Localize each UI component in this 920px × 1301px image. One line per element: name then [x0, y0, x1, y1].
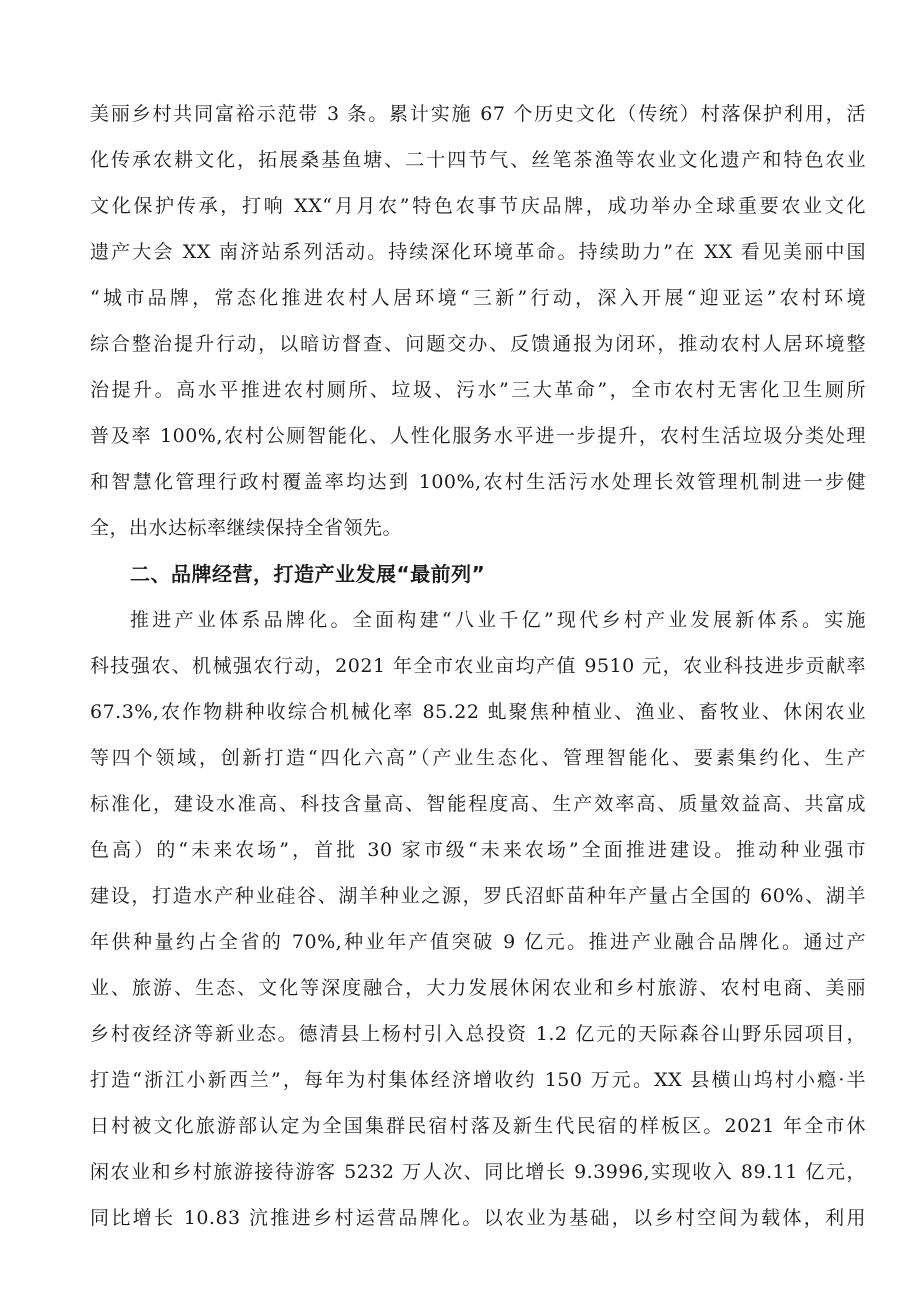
text-line: 综合整治提升行动，以暗访督查、问题交办、反馈通报为闭环，推动农村人居环境整: [90, 333, 866, 355]
text-line: 色高）的“未来农场”，首批 30 家市级“未来农场”全面推进建设。推动种业强市: [90, 839, 866, 861]
text-line: 遗产大会 XX 南济站系列活动。持续深化环境革命。持续助力”在 XX 看见美丽中国: [90, 241, 866, 263]
text-line: 和智慧化管理行政村覆盖率均达到 100%,农村生活污水处理长效管理机制进一步健: [90, 471, 866, 493]
text-line: 年供种量约占全省的 70%,种业年产值突破 9 亿元。推进产业融合品牌化。通过产: [90, 931, 866, 953]
text-line: 闲农业和乡村旅游接待游客 5232 万人次、同比增长 9.3996,实现收入 89.11 亿元，: [90, 1161, 866, 1183]
text-line: 治提升。高水平推进农村厕所、垃圾、污水”三大革命”，全市农村无害化卫生厕所: [90, 379, 866, 401]
text-line: 全，出水达标率继续保持全省领先。: [90, 517, 403, 539]
text-line: 日村被文化旅游部认定为全国集群民宿村落及新生代民宿的样板区。2021 年全市休: [90, 1115, 866, 1137]
text-line: “城市品牌，常态化推进农村人居环境“三新”行动，深入开展“迎亚运”农村环境: [90, 287, 866, 309]
text-line: 打造“浙江小新西兰”，每年为村集体经济增收约 150 万元。XX 县横山坞村小瘾·半: [90, 1069, 866, 1091]
text-line: 美丽乡村共同富裕示范带 3 条。累计实施 67 个历史文化（传统）村落保护利用，活: [90, 103, 866, 125]
text-line: 标准化，建设水准高、科技含量高、智能程度高、生产效率高、质量效益高、共富成: [90, 793, 866, 815]
text-line: 业、旅游、生态、文化等深度融合，大力发展休闲农业和乡村旅游、农村电商、美丽: [90, 977, 866, 999]
text-line: 推进产业体系品牌化。全面构建“八业千亿”现代乡村产业发展新体系。实施: [130, 609, 866, 631]
text-line: 建设，打造水产种业硅谷、湖羊种业之源，罗氏沼虾苗种年产量占全国的 60%、湖羊: [90, 885, 866, 907]
section-heading: 二、品牌经营，打造产业发展“最前列”: [130, 562, 486, 586]
text-line: 同比增长 10.83 沆推进乡村运营品牌化。以农业为基础，以乡村空间为载体，利用: [90, 1207, 866, 1229]
text-line: 67.3%,农作物耕种收综合机械化率 85.22 虬聚焦种植业、渔业、畜牧业、休闲农业: [90, 701, 866, 723]
text-line: 文化保护传承，打响 XX“月月农”特色农事节庆品牌，成功举办全球重要农业文化: [90, 195, 866, 217]
text-line: 等四个领域，创新打造“四化六高”（产业生态化、管理智能化、要素集约化、生产: [90, 747, 866, 769]
text-line: 普及率 100%,农村公厕智能化、人性化服务水平进一步提升，农村生活垃圾分类处理: [90, 425, 866, 447]
text-line: 化传承农耕文化，拓展桑基鱼塘、二十四节气、丝笔茶渔等农业文化遗产和特色农业: [90, 149, 866, 171]
text-line: 乡村夜经济等新业态。德清县上杨村引入总投资 1.2 亿元的天际森谷山野乐园项目，: [90, 1023, 866, 1045]
text-line: 科技强农、机械强农行动，2021 年全市农业亩均产值 9510 元，农业科技进步贡献率: [90, 655, 866, 677]
